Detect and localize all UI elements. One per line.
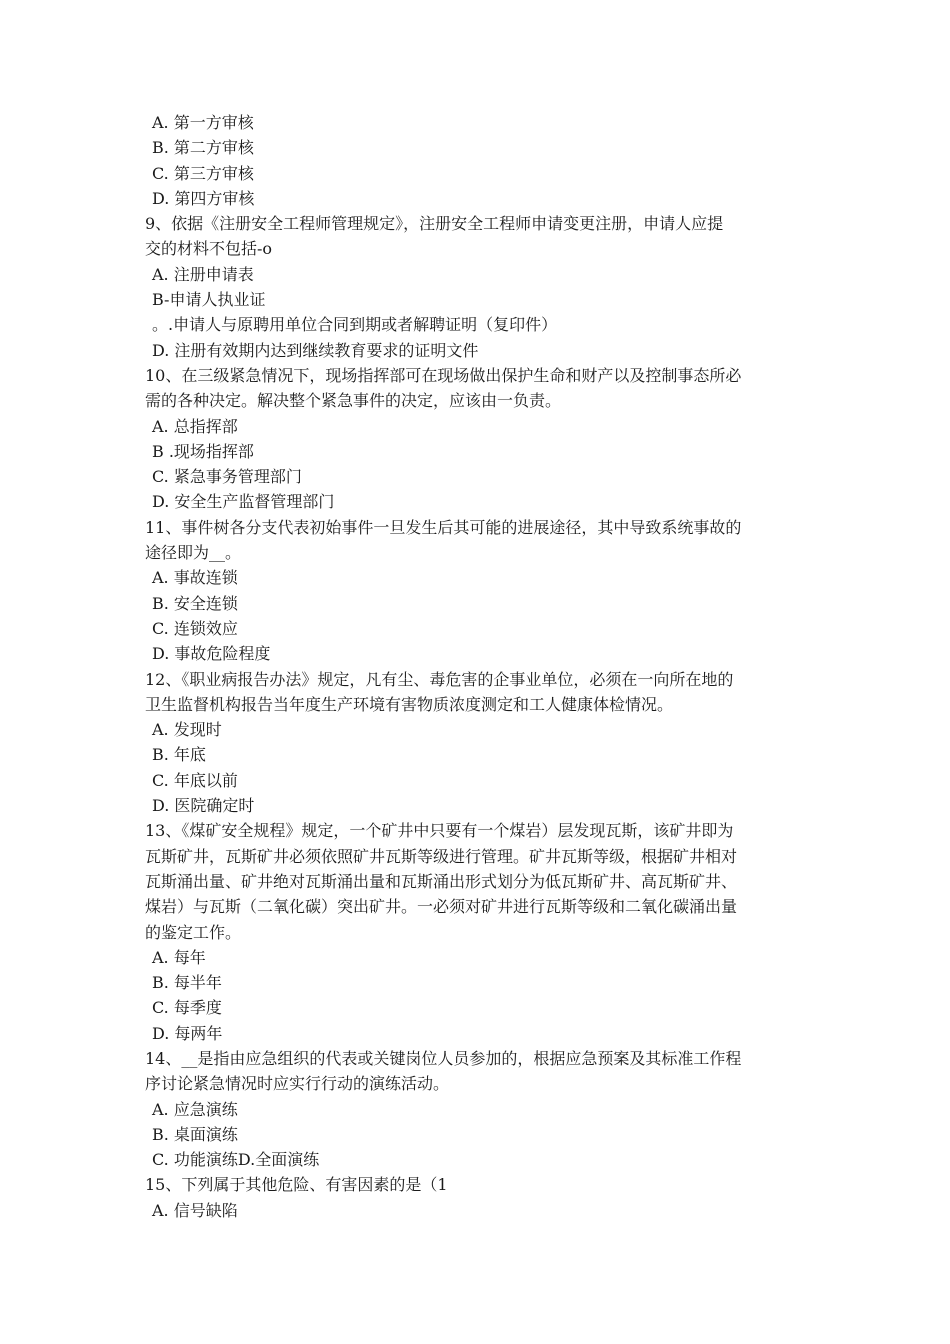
question-text: 瓦斯矿井，瓦斯矿井必须依照矿井瓦斯等级进行管理。矿井瓦斯等级，根据矿井相对 [145, 846, 738, 866]
question-text: 途径即为__。 [145, 543, 242, 563]
answer-option: D. 医院确定时 [152, 796, 255, 816]
answer-option: C. 功能演练D.全面演练 [152, 1150, 320, 1170]
question-text: 交的材料不包括-o [145, 239, 273, 259]
answer-option: A. 每年 [152, 947, 206, 967]
answer-option: C. 第三方审核 [152, 163, 254, 183]
answer-option: B. 每半年 [152, 973, 222, 993]
question-text: 13、《煤矿安全规程》规定，一个矿井中只要有一个煤岩）层发现瓦斯，该矿井即为 [145, 821, 734, 841]
question-text: 序讨论紧急情况时应实行行动的演练活动。 [145, 1074, 450, 1094]
answer-option: D. 每两年 [152, 1023, 223, 1043]
question-text: 卫生监督机构报告当年度生产环境有害物质浓度测定和工人健康体检情况。 [145, 694, 674, 714]
question-text: 的鉴定工作。 [145, 922, 242, 942]
answer-option: D. 注册有效期内达到继续教育要求的证明文件 [152, 340, 479, 360]
answer-option: A. 信号缺陷 [152, 1200, 238, 1220]
question-text: 瓦斯涌出量、矿井绝对瓦斯涌出量和瓦斯涌出形式划分为低瓦斯矿井、高瓦斯矿井、 [145, 871, 738, 891]
answer-option: A. 注册申请表 [152, 264, 254, 284]
answer-option: A. 事故连锁 [152, 568, 238, 588]
question-text: 煤岩）与瓦斯（二氧化碳）突出矿井。一必须对矿井进行瓦斯等级和二氧化碳涌出量 [145, 897, 738, 917]
answer-option: D. 第四方审核 [152, 188, 255, 208]
answer-option: B. 桌面演练 [152, 1124, 238, 1144]
answer-option: C. 每季度 [152, 998, 222, 1018]
answer-option: B. 年底 [152, 745, 206, 765]
answer-option: B .现场指挥部 [152, 441, 254, 461]
answer-option: A. 第一方审核 [152, 113, 254, 132]
answer-option: A. 发现时 [152, 720, 222, 740]
answer-option: D. 事故危险程度 [152, 644, 271, 664]
answer-option: C. 连锁效应 [152, 618, 238, 638]
answer-option: C. 年底以前 [152, 770, 238, 790]
answer-option: A. 应急演练 [152, 1099, 238, 1119]
question-text: 10、在三级紧急情况下，现场指挥部可在现场做出保护生命和财产以及控制事态所必 [145, 365, 742, 385]
question-text: 9、依据《注册安全工程师管理规定》，注册安全工程师申请变更注册，申请人应提 [145, 214, 724, 234]
question-text: 需的各种决定。解决整个紧急事件的决定，应该由一负责。 [145, 391, 562, 411]
question-text: 11、事件树各分支代表初始事件一旦发生后其可能的进展途径，其中导致系统事故的 [145, 517, 742, 537]
answer-option: A. 总指挥部 [152, 416, 238, 436]
answer-option: B-申请人执业证 [152, 290, 266, 310]
question-text: 15、下列属于其他危险、有害因素的是（1 [145, 1175, 448, 1195]
answer-option: D. 安全生产监督管理部门 [152, 492, 335, 512]
answer-option: B. 安全连锁 [152, 593, 238, 613]
document-body [145, 110, 825, 1223]
question-text: 14、__是指由应急组织的代表或关键岗位人员参加的，根据应急预案及其标准工作程 [145, 1048, 742, 1068]
answer-option: C. 紧急事务管理部门 [152, 467, 302, 487]
question-text: 12、《职业病报告办法》规定，凡有尘、毒危害的企事业单位，必须在一向所在地的 [145, 669, 734, 689]
answer-option: 。.申请人与原聘用单位合同到期或者解聘证明（复印件） [152, 315, 558, 335]
answer-option: B. 第二方审核 [152, 138, 254, 158]
